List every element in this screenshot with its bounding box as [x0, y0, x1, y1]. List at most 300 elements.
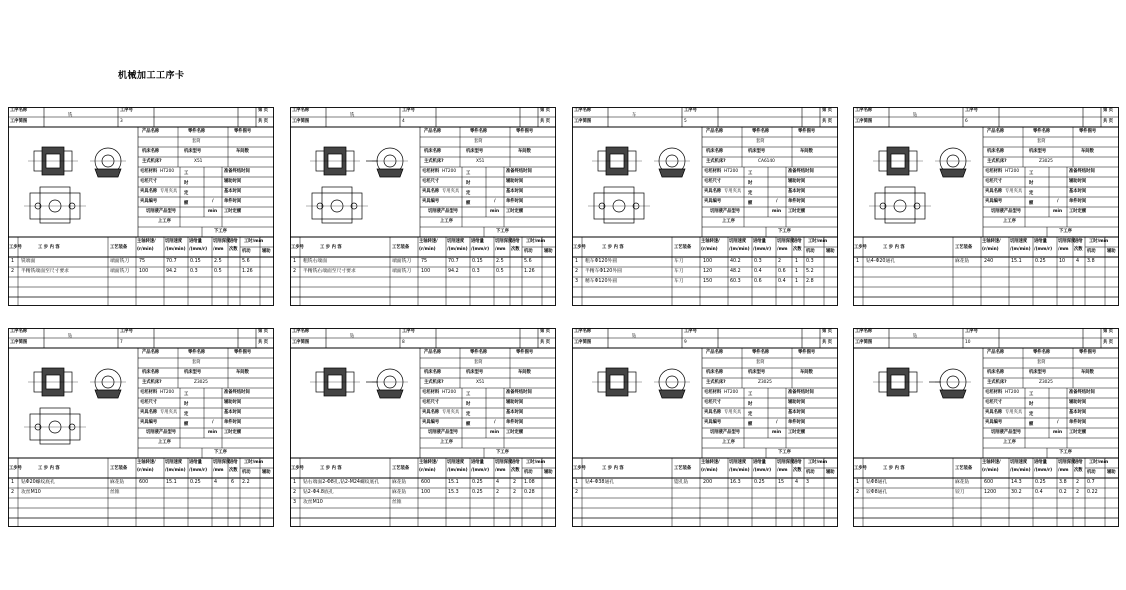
label-part-name: 零件名称	[188, 129, 206, 134]
label-shi: 时	[184, 402, 189, 407]
label-feed-unit: /(mm/r)	[471, 468, 490, 473]
process-sketch	[306, 147, 408, 223]
step-rpm: 600	[421, 480, 431, 485]
label-coolant: 切削液产品型号	[146, 430, 177, 435]
label-setup-time: 准备终结时间	[1069, 390, 1095, 395]
step-description: 钻右端面2-Φ8孔,钻2-M24螺纹底孔	[303, 480, 380, 485]
step-depth: 2	[778, 259, 782, 264]
label-hours: 工时/min	[1089, 460, 1109, 465]
label-spindle-unit: (r/min)	[982, 468, 999, 473]
step-description: 钻4-Φ38通孔	[585, 480, 615, 485]
label-coolant: 切削液产品型号	[991, 430, 1022, 435]
label-workshop: 车间数	[1081, 149, 1094, 154]
label-ding: 定	[748, 191, 753, 196]
material-value: HT200	[442, 390, 457, 395]
part-name-value: 套筒	[474, 139, 483, 144]
label-speed: 切削速度	[165, 239, 183, 244]
label-main-machine: 主式机床?	[987, 380, 1007, 385]
material-value: HT200	[442, 169, 457, 174]
label-passes: 进给	[793, 239, 802, 244]
label-blank-size: 毛坯尺寸	[704, 400, 722, 405]
process-op-name: 钻	[68, 334, 73, 339]
label-assist-time: 辅助	[1107, 249, 1116, 254]
process-no: 8	[402, 340, 405, 345]
label-part-name: 零件名称	[470, 350, 488, 355]
label-fixture-no: 夹具编号	[985, 199, 1003, 204]
label-base-time: 基本时间	[1069, 189, 1087, 194]
label-fixture: 夹具名称	[422, 189, 440, 194]
label-page-no: 第 页	[540, 329, 551, 334]
step-description: 铰Φ8通孔	[866, 490, 888, 495]
step-depth: 2.5	[214, 259, 222, 264]
label-unit-time: 单件时间	[224, 199, 242, 204]
step-number: 1	[293, 259, 297, 264]
label-process-name: 工序名称	[574, 329, 592, 334]
step-number: 3	[293, 500, 297, 505]
label-aux-time: 辅助时间	[224, 400, 242, 405]
step-feed: 0.4	[1035, 490, 1043, 495]
step-time: 0.7	[1087, 480, 1095, 485]
label-hours: 工时/min	[526, 239, 546, 244]
label-blank-size: 毛坯尺寸	[140, 400, 158, 405]
label-process-no: 工序号	[120, 329, 133, 334]
label-hours: 工时/min	[808, 239, 828, 244]
label-assist-time: 辅助	[826, 249, 835, 254]
label-aux-time: 辅助时间	[788, 400, 806, 405]
process-op-name: 铣	[350, 113, 355, 118]
label-process-short: 工序简图	[292, 340, 310, 345]
label-e: 额	[748, 201, 753, 206]
machine-model-value: CA6140	[758, 159, 775, 164]
label-process-name: 工序名称	[292, 108, 310, 113]
label-blank-size: 毛坯尺寸	[985, 179, 1003, 184]
material-value: HT200	[160, 390, 175, 395]
step-feed: 0.4	[754, 269, 762, 274]
label-fixture: 夹具名称	[422, 410, 440, 415]
step-rpm: 100	[421, 490, 431, 495]
step-time: 0.22	[1087, 490, 1098, 495]
label-process-no: 工序号	[684, 329, 697, 334]
label-page-total: 共 页	[822, 340, 833, 345]
step-tool: 端面铣刀	[110, 269, 130, 274]
step-speed: 94.2	[166, 269, 177, 274]
step-tool: 端面铣刀	[110, 259, 130, 264]
process-card	[853, 328, 1119, 528]
fixture-value: 专用夹具	[1005, 410, 1023, 415]
label-fixture-no: 夹具编号	[704, 420, 722, 425]
label-equipment: 工艺装备	[955, 466, 973, 471]
label-feed: 进给量	[189, 239, 202, 244]
label-part-name: 零件名称	[1033, 350, 1051, 355]
step-number: 2	[11, 269, 15, 274]
label-equipment: 工艺装备	[392, 466, 410, 471]
label-depth: 切削深度	[495, 460, 513, 465]
label-process-name: 工序名称	[855, 108, 873, 113]
material-value: HT200	[1005, 169, 1020, 174]
process-sketch	[592, 368, 690, 398]
step-time: 3	[806, 480, 810, 485]
process-no: 4	[402, 119, 405, 124]
label-hours: 工时/min	[808, 460, 828, 465]
process-sketch	[310, 368, 408, 398]
label-slash: /	[494, 420, 496, 425]
step-rpm: 600	[139, 480, 149, 485]
label-machine-name: 机床名称	[706, 370, 724, 375]
label-fixture-no: 夹具编号	[140, 199, 158, 204]
label-equipment: 工艺装备	[392, 245, 410, 250]
step-speed: 15.1	[166, 480, 177, 485]
label-material: 毛坯材料	[140, 169, 158, 174]
label-workshop: 车间数	[236, 149, 249, 154]
step-number: 1	[856, 259, 860, 264]
label-next-op: 下工序	[496, 229, 509, 234]
step-speed: 15.1	[448, 480, 459, 485]
label-passes: 进给	[793, 460, 802, 465]
label-base-time: 基本时间	[1069, 410, 1087, 415]
step-tool: 麻花钻	[392, 490, 407, 495]
step-number: 2	[293, 269, 297, 274]
label-feed: 进给量	[189, 460, 202, 465]
step-number: 1	[293, 480, 297, 485]
label-ding: 定	[184, 412, 189, 417]
step-time: 2.8	[806, 279, 814, 284]
process-card	[290, 107, 556, 307]
label-part-no: 零件图号	[234, 350, 252, 355]
label-step-content: 工 步 内 容	[602, 245, 624, 250]
step-passes: 1	[795, 259, 799, 264]
label-page-no: 第 页	[258, 108, 269, 113]
label-min: min	[208, 209, 218, 214]
step-time: 0.3	[806, 259, 814, 264]
label-min: min	[772, 209, 782, 214]
process-no: 6	[965, 119, 968, 124]
label-depth: 切削深度	[777, 460, 795, 465]
label-spindle-unit: (r/min)	[137, 468, 154, 473]
label-part-name: 零件名称	[470, 129, 488, 134]
label-setup-time: 准备终结时间	[224, 390, 250, 395]
label-e: 额	[184, 201, 189, 206]
label-slash: /	[1057, 199, 1059, 204]
label-page-no: 第 页	[258, 329, 269, 334]
process-sketch	[24, 147, 126, 223]
label-e: 额	[748, 422, 753, 427]
step-depth: 0.5	[496, 269, 504, 274]
process-op-name: 钻	[913, 334, 918, 339]
label-process-short: 工序简图	[10, 340, 28, 345]
step-description: 粗铣右端面	[303, 259, 327, 264]
step-tool: 铰刀	[955, 490, 965, 495]
label-step-no: 工步号	[291, 245, 304, 250]
step-number: 2	[293, 490, 297, 495]
card-grid	[853, 328, 1119, 528]
label-coolant: 切削液产品型号	[991, 209, 1022, 214]
label-feed-unit: /(mm/r)	[471, 247, 490, 252]
label-passes: 进给	[1074, 460, 1083, 465]
label-shi: 时	[748, 181, 753, 186]
step-passes: 2	[513, 480, 517, 485]
label-depth-unit: /mm	[777, 468, 788, 473]
label-quota: 工时定额	[224, 209, 242, 214]
label-main-machine: 主式机床?	[142, 380, 162, 385]
label-fixture: 夹具名称	[140, 410, 158, 415]
label-spindle: 主轴转速/	[701, 239, 720, 244]
label-e: 额	[466, 201, 471, 206]
process-no: 10	[965, 340, 971, 345]
step-feed: 0.25	[472, 480, 483, 485]
label-depth: 切削深度	[1058, 239, 1076, 244]
label-process-short: 工序简图	[855, 119, 873, 124]
label-gong: 工	[748, 171, 753, 176]
label-ding: 定	[466, 412, 471, 417]
label-machine-model: 机床型号	[1029, 149, 1047, 154]
step-rpm: 100	[139, 269, 149, 274]
label-speed-unit: /(m/min)	[729, 247, 750, 252]
label-process-no: 工序号	[965, 329, 978, 334]
label-speed-unit: /(m/min)	[1010, 468, 1031, 473]
step-rpm: 240	[984, 259, 994, 264]
label-fixture: 夹具名称	[704, 189, 722, 194]
label-prev-op: 上工序	[440, 219, 453, 224]
label-coolant: 切削液产品型号	[428, 430, 459, 435]
fixture-value: 专用夹具	[724, 189, 742, 194]
label-spindle: 主轴转速/	[701, 460, 720, 465]
process-no: 5	[684, 119, 687, 124]
label-passes-unit: 次数	[793, 468, 802, 473]
material-value: HT200	[160, 169, 175, 174]
label-process-no: 工序号	[684, 108, 697, 113]
step-speed: 30.2	[1011, 490, 1022, 495]
label-blank-size: 毛坯尺寸	[140, 179, 158, 184]
label-step-no: 工步号	[291, 466, 304, 471]
label-process-name: 工序名称	[855, 329, 873, 334]
label-spindle: 主轴转速/	[982, 239, 1001, 244]
step-rpm: 200	[703, 480, 713, 485]
label-prev-op: 上工序	[1003, 219, 1016, 224]
label-feed-unit: /(mm/r)	[189, 247, 208, 252]
label-shi: 时	[466, 402, 471, 407]
step-passes: 1	[795, 269, 799, 274]
step-number: 1	[575, 480, 579, 485]
part-name-value: 套筒	[192, 360, 201, 365]
label-quota: 工时定额	[506, 430, 524, 435]
label-prev-op: 上工序	[440, 440, 453, 445]
label-speed-unit: /(m/min)	[729, 468, 750, 473]
label-prev-op: 上工序	[1003, 440, 1016, 445]
part-name-value: 套筒	[474, 360, 483, 365]
step-description: 半精铣端面至尺寸要求	[21, 269, 69, 274]
step-description: 攻丝M10	[21, 490, 41, 495]
step-description: 铣端面	[21, 259, 36, 264]
label-blank-size: 毛坯尺寸	[422, 400, 440, 405]
label-ding: 定	[466, 191, 471, 196]
label-material: 毛坯材料	[704, 169, 722, 174]
step-number: 2	[575, 269, 579, 274]
label-spindle: 主轴转速/	[419, 239, 438, 244]
label-depth-unit: /mm	[213, 247, 224, 252]
label-ding: 定	[184, 191, 189, 196]
label-material: 毛坯材料	[704, 390, 722, 395]
step-time: 3.8	[1087, 259, 1095, 264]
step-time: 0.28	[524, 490, 535, 495]
label-part-name: 零件名称	[1033, 129, 1051, 134]
step-speed: 70.7	[448, 259, 459, 264]
label-workshop: 车间数	[1081, 370, 1094, 375]
step-speed: 60.3	[730, 279, 741, 284]
step-tool: 麻花钻	[955, 259, 970, 264]
label-setup-time: 准备终结时间	[224, 169, 250, 174]
process-card	[8, 107, 274, 307]
card-grid	[8, 328, 274, 528]
label-aux-time: 辅助时间	[506, 179, 524, 184]
step-feed: 0.15	[472, 259, 483, 264]
label-unit-time: 单件时间	[506, 199, 524, 204]
step-description: 粗车Φ120外圆	[585, 259, 618, 264]
label-min: min	[1053, 209, 1063, 214]
label-step-no: 工步号	[854, 466, 867, 471]
label-material: 毛坯材料	[985, 169, 1003, 174]
label-machine-name: 机床名称	[142, 149, 160, 154]
step-number: 1	[11, 259, 15, 264]
step-depth: 3.8	[1059, 480, 1067, 485]
label-depth-unit: /mm	[1058, 247, 1069, 252]
label-passes: 进给	[511, 239, 520, 244]
label-spindle-unit: (r/min)	[419, 468, 436, 473]
label-product-name: 产品名称	[706, 129, 724, 134]
label-machine-model: 机床型号	[184, 149, 202, 154]
step-tool: 麻花钻	[955, 480, 970, 485]
label-spindle: 主轴转速/	[137, 460, 156, 465]
fixture-value: 专用夹具	[1005, 189, 1023, 194]
label-step-content: 工 步 内 容	[38, 466, 60, 471]
label-feed: 进给量	[1034, 460, 1047, 465]
step-tool: 车刀	[674, 259, 684, 264]
label-depth-unit: /mm	[213, 468, 224, 473]
step-speed: 15.1	[1011, 259, 1022, 264]
label-step-no: 工步号	[573, 245, 586, 250]
fixture-value: 专用夹具	[442, 410, 460, 415]
material-value: HT200	[1005, 390, 1020, 395]
fixture-value: 专用夹具	[724, 410, 742, 415]
machine-model-value: X51	[194, 159, 203, 164]
label-aux-time: 辅助时间	[788, 179, 806, 184]
label-spindle-unit: (r/min)	[419, 247, 436, 252]
label-fixture: 夹具名称	[985, 189, 1003, 194]
label-assist-time: 辅助	[262, 249, 271, 254]
label-min: min	[1053, 430, 1063, 435]
label-page-no: 第 页	[540, 108, 551, 113]
label-product-name: 产品名称	[706, 350, 724, 355]
label-product-name: 产品名称	[142, 129, 160, 134]
label-setup-time: 准备终结时间	[788, 169, 814, 174]
label-assist-time: 辅助	[826, 470, 835, 475]
label-passes-unit: 次数	[511, 468, 520, 473]
step-depth: 0.4	[778, 279, 786, 284]
step-depth: 0.5	[214, 269, 222, 274]
label-step-no: 工步号	[573, 466, 586, 471]
label-unit-time: 单件时间	[1069, 420, 1087, 425]
label-passes-unit: 次数	[511, 247, 520, 252]
card-grid	[572, 328, 838, 528]
label-step-content: 工 步 内 容	[320, 245, 342, 250]
label-machine-name: 机床名称	[987, 149, 1005, 154]
label-assist-time: 辅助	[262, 470, 271, 475]
label-equipment: 工艺装备	[110, 245, 128, 250]
label-e: 额	[1029, 201, 1034, 206]
label-feed: 进给量	[471, 460, 484, 465]
step-rpm: 75	[421, 259, 428, 264]
label-base-time: 基本时间	[224, 189, 242, 194]
label-material: 毛坯材料	[422, 169, 440, 174]
step-rpm: 120	[703, 269, 713, 274]
step-speed: 40.2	[730, 259, 741, 264]
label-passes-unit: 次数	[1074, 247, 1083, 252]
step-rpm: 100	[421, 269, 431, 274]
label-min: min	[772, 430, 782, 435]
label-page-no: 第 页	[1103, 108, 1114, 113]
process-card	[290, 328, 556, 528]
label-shi: 时	[748, 402, 753, 407]
step-description: 攻丝M10	[303, 500, 323, 505]
label-quota: 工时定额	[506, 209, 524, 214]
label-quota: 工时定额	[788, 430, 806, 435]
process-card	[572, 107, 838, 307]
label-product-name: 产品名称	[424, 350, 442, 355]
step-tool: 车刀	[674, 279, 684, 284]
label-base-time: 基本时间	[788, 410, 806, 415]
label-next-op: 下工序	[496, 450, 509, 455]
label-spindle-unit: (r/min)	[701, 247, 718, 252]
label-ding: 定	[1029, 191, 1034, 196]
label-depth-unit: /mm	[1058, 468, 1069, 473]
step-time: 5.2	[806, 269, 814, 274]
step-number: 2	[575, 490, 579, 495]
label-process-no: 工序号	[120, 108, 133, 113]
step-number: 1	[575, 259, 579, 264]
label-speed-unit: /(m/min)	[447, 468, 468, 473]
label-blank-size: 毛坯尺寸	[704, 179, 722, 184]
process-sketch	[588, 147, 690, 223]
label-product-name: 产品名称	[987, 129, 1005, 134]
process-op-name: 铣	[68, 113, 73, 118]
label-gong: 工	[184, 171, 189, 176]
label-slash: /	[776, 420, 778, 425]
label-workshop: 车间数	[800, 149, 813, 154]
step-passes: 4	[795, 480, 799, 485]
label-spindle: 主轴转速/	[982, 460, 1001, 465]
process-op-name: 车	[632, 113, 637, 118]
step-depth: 2	[496, 490, 500, 495]
label-part-name: 零件名称	[752, 129, 770, 134]
step-time: 1.26	[242, 269, 253, 274]
machine-model-value: Z3025	[758, 380, 772, 385]
label-feed-unit: /(mm/r)	[753, 247, 772, 252]
label-blank-size: 毛坯尺寸	[985, 400, 1003, 405]
label-prev-op: 上工序	[722, 440, 735, 445]
label-fixture: 夹具名称	[985, 410, 1003, 415]
label-feed-unit: /(mm/r)	[1034, 468, 1053, 473]
label-setup-time: 准备终结时间	[788, 390, 814, 395]
label-e: 额	[1029, 422, 1034, 427]
step-tool: 丝锥	[110, 490, 120, 495]
label-part-no: 零件图号	[798, 350, 816, 355]
step-description: 钻4-Φ20通孔	[866, 259, 896, 264]
process-sketch	[873, 368, 971, 398]
label-speed-unit: /(m/min)	[447, 247, 468, 252]
step-tool: 端面铣刀	[392, 269, 412, 274]
label-speed: 切削速度	[165, 460, 183, 465]
step-speed: 48.2	[730, 269, 741, 274]
part-name-value: 套筒	[756, 139, 765, 144]
